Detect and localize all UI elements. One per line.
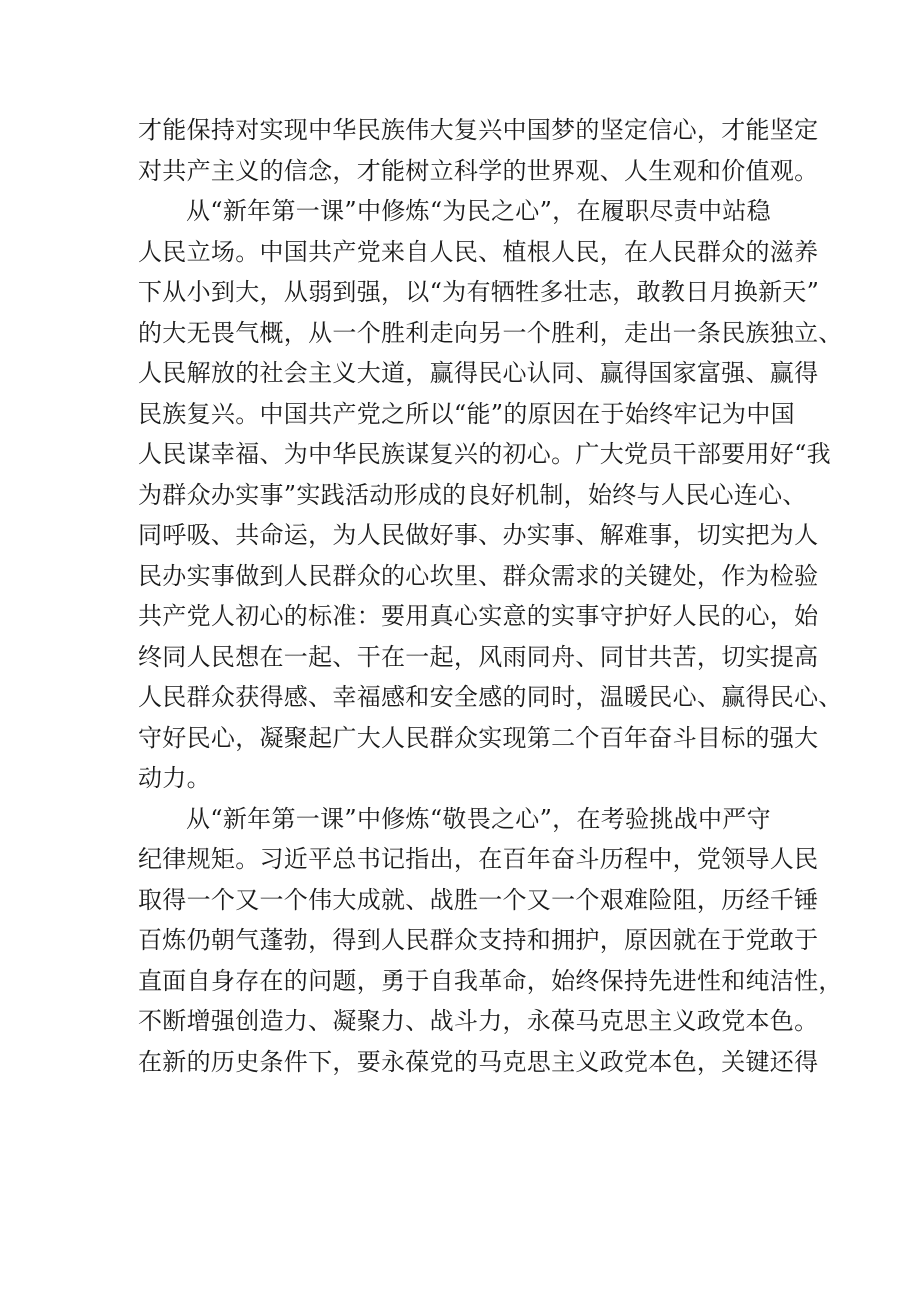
text-line: 从“新年第一课”中修炼“为民之心”，在履职尽责中站稳 <box>186 197 771 225</box>
paragraph-3 <box>138 799 843 1083</box>
text-line: 不断增强创造力、凝聚力、战斗力，永葆马克思主义政党本色。 <box>138 1007 819 1035</box>
text-line: 动力。 <box>138 764 211 792</box>
document-body <box>138 110 843 1082</box>
text-line: 民族复兴。中国共产党之所以“能”的原因在于始终牢记为中国 <box>138 399 795 428</box>
text-line: 在新的历史条件下，要永葆党的马克思主义政党本色，关键还得 <box>138 1047 819 1076</box>
text-line: 终同人民想在一起、干在一起，风雨同舟、同甘共苦，切实提高 <box>138 642 819 671</box>
text-line: 百炼仍朝气蓬勃，得到人民群众支持和拥护，原因就在于党敢于 <box>138 926 819 954</box>
text-line: 从“新年第一课”中修炼“敬畏之心”，在考验挑战中严守 <box>186 804 771 833</box>
text-line: 人民立场。中国共产党来自人民、植根人民，在人民群众的滋养 <box>138 237 819 266</box>
text-line: 纪律规矩。习近平总书记指出，在百年奋斗历程中，党领导人民 <box>138 845 819 873</box>
text-line: 守好民心，凝聚起广大人民群众实现第二个百年奋斗目标的强大 <box>138 723 819 752</box>
text-line: 取得一个又一个伟大成就、战胜一个又一个艰难险阻，历经千锤 <box>138 885 819 914</box>
text-line: 民办实事做到人民群众的心坎里、群众需求的关键处，作为检验 <box>138 561 819 590</box>
text-line: 为群众办实事”实践活动形成的良好机制，始终与人民心连心、 <box>138 480 807 509</box>
text-line: 才能保持对实现中华民族伟大复兴中国梦的坚定信心，才能坚定 <box>138 116 819 144</box>
text-line: 下从小到大，从弱到强，以“为有牺牲多壮志，敢教日月换新天” <box>138 278 820 306</box>
paragraph-1 <box>138 110 819 191</box>
text-line: 人民解放的社会主义大道，赢得民心认同、赢得国家富强、赢得 <box>138 359 819 387</box>
text-line: 同呼吸、共命运，为人民做好事、办实事、解难事，切实把为人 <box>138 521 819 549</box>
text-line: 的大无畏气概，从一个胜利走向另一个胜利，走出一条民族独立、 <box>138 318 843 347</box>
paragraph-2 <box>138 191 843 799</box>
text-line: 共产党人初心的标准：要用真心实意的实事守护好人民的心，始 <box>138 602 819 630</box>
text-line: 人民群众获得感、幸福感和安全感的同时，温暖民心、赢得民心、 <box>138 683 843 711</box>
text-line: 人民谋幸福、为中华民族谋复兴的初心。广大党员干部要用好“我 <box>138 440 831 468</box>
text-line: 直面自身存在的问题，勇于自我革命，始终保持先进性和纯洁性， <box>138 966 843 995</box>
text-line: 对共产主义的信念，才能树立科学的世界观、人生观和价值观。 <box>138 156 819 185</box>
